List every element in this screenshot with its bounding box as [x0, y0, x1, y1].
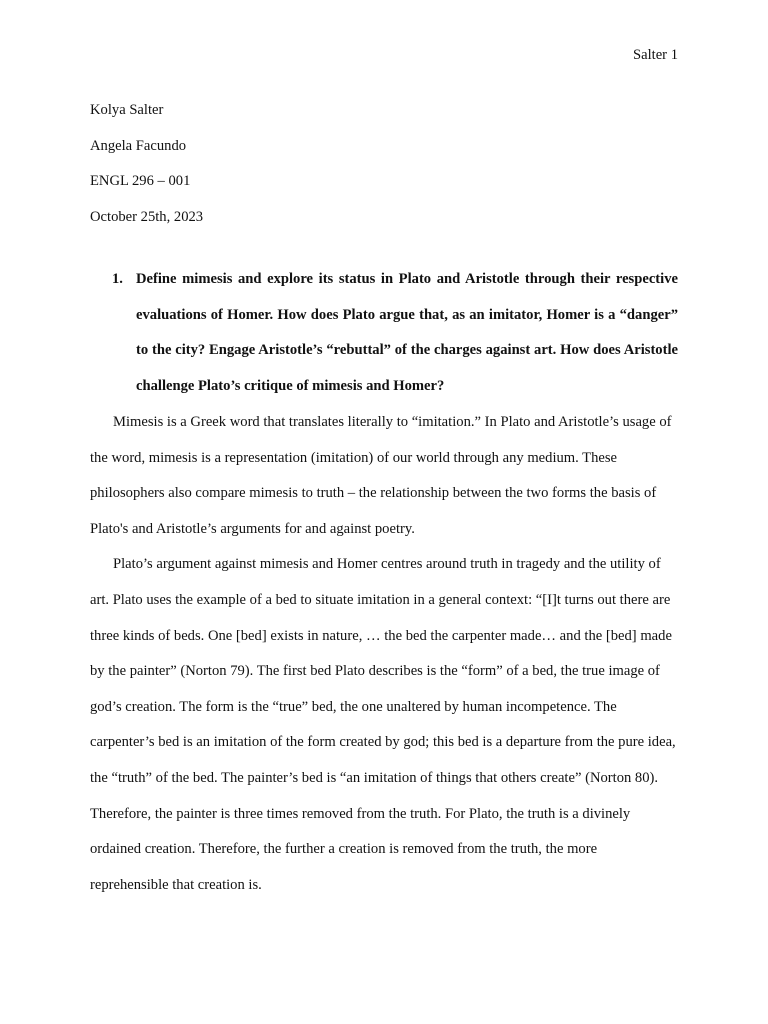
essay-body [90, 405, 678, 903]
question-text: Define mimesis and explore its status in Plato and Aristotle through their respective evaluations of Homer. How does Plato argue that, as an imitator, Homer is a “danger” to the city? Engage Aristotle’s “rebuttal” of the charges against art. How does Aristotle challenge Plato’s critique of mimesis and Homer? [136, 271, 678, 394]
author-name: Kolya Salter [90, 102, 164, 118]
document-date: October 25th, 2023 [90, 208, 204, 225]
body-paragraph: Mimesis is a Greek word that translates literally to “imitation.” In Plato and Aristotle’s usage of the word, mimesis is a representation (imitation) of our world through any medium. These philosophers also compare mimesis to truth – the relationship between the two forms the basis of Plato's and Aristotle’s arguments for and against poetry. [90, 414, 672, 537]
question-number: 1. [112, 271, 123, 287]
essay-question [112, 262, 678, 404]
body-paragraph: Plato’s argument against mimesis and Homer centres around truth in tragedy and the utility of art. Plato uses the example of a bed to situate imitation in a general context: “[I]t turns out there are three kinds of beds. One [bed] exists in nature, … the bed the carpenter made… and the [bed] made by the painter” (Norton 79). The first bed Plato describes is the “form” of a bed, the true image of god’s creation. The form is the “true” bed, the one unaltered by human incompetence. The carpenter’s bed is an imitation of the form created by god; this bed is a departure from the pure idea, the “truth” of the bed. The painter’s bed is “an imitation of things that others create” (Norton 80). Therefore, the painter is three times removed from the truth. For Plato, the truth is a divinely ordained creation. Therefore, the further a creation is removed from the truth, the more reprehensible that creation is. [90, 556, 676, 893]
instructor-name: Angela Facundo [90, 137, 187, 154]
course-code: ENGL 296 – 001 [90, 173, 191, 190]
mla-heading [90, 93, 678, 235]
running-header: Salter 1 [633, 47, 678, 63]
